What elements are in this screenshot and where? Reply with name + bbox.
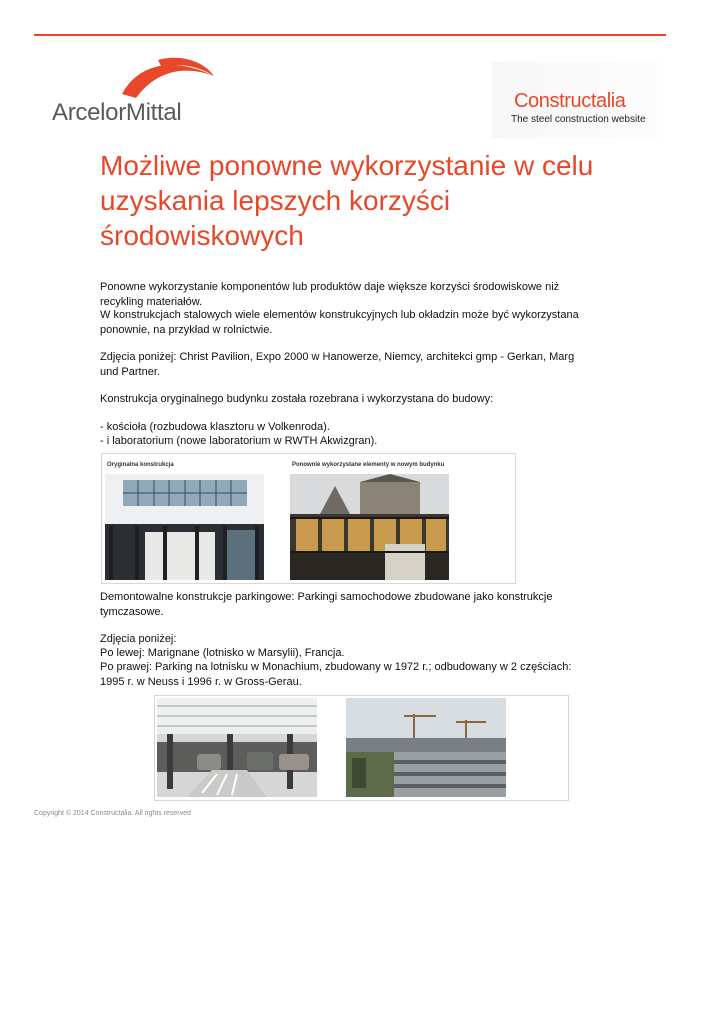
arcelormittal-logo <box>52 54 222 128</box>
arcelormittal-swoosh-icon <box>118 54 218 98</box>
paragraph-photos-label: Zdjęcia poniżej: <box>100 633 177 645</box>
paragraph-photo-right: Po prawej: Parking na lotnisku w Monachium, zbudowany w 1972 r.; odbudowany w 2 częściach: 1995 r. w Neuss i 1996 r. w Gross-Gerau. <box>100 661 572 688</box>
paragraph-photo-left: Po lewej: Marignane (lotnisko w Marsylii), Francja. <box>100 647 345 659</box>
paragraph-photos-expo: Zdjęcia poniżej: Christ Pavilion, Expo 2000 w Hanowerze, Niemcy, architekci gmp - Gerkan, Marg und Partner. <box>100 351 575 378</box>
caption-reused-elements: Ponownie wykorzystane elementy w nowym budynku <box>292 462 445 468</box>
constructalia-tagline: The steel construction website <box>511 114 646 125</box>
page-title: Możliwe ponowne wykorzystanie w celu uzyskania lepszych korzyści środowiskowych <box>100 150 594 251</box>
photo-original-pavilion <box>105 474 264 580</box>
figure-pavilion <box>101 453 516 584</box>
arcelormittal-wordmark: ArcelorMittal <box>52 99 182 126</box>
figure-parking <box>154 695 569 801</box>
copyright-notice: Copyright © 2014 Constructalia. All rights reserved <box>34 810 191 817</box>
caption-original-structure: Oryginalna konstrukcja <box>107 462 174 468</box>
paragraph-steel-reuse: W konstrukcjach stalowych wiele elementów konstrukcyjnych lub okładzin może być wykorzystana ponownie, na przykład w rolnictwie. <box>100 309 579 336</box>
photo-reused-building <box>290 474 449 580</box>
paragraph-structure-reused: Konstrukcja oryginalnego budynku została rozebrana i wykorzystana do budowy: <box>100 393 494 405</box>
paragraph-parking-structures: Demontowalne konstrukcje parkingowe: Parkingi samochodowe zbudowane jako konstrukcje tymczasowe. <box>100 591 553 618</box>
paragraph-reuse-benefits: Ponowne wykorzystanie komponentów lub produktów daje większe korzyści środowiskowe niż recykling materiałów. <box>100 281 560 308</box>
list-item-laboratory: - i laboratorium (nowe laboratorium w RWTH Akwizgran). <box>100 435 378 447</box>
top-divider <box>34 34 666 36</box>
list-item-church: - kościoła (rozbudowa klasztoru w Volkenroda). <box>100 421 330 433</box>
constructalia-logo <box>492 62 664 138</box>
photo-marignane-parking <box>157 698 317 797</box>
photo-munich-parking <box>346 698 506 797</box>
constructalia-wordmark: Constructalia <box>514 90 626 112</box>
